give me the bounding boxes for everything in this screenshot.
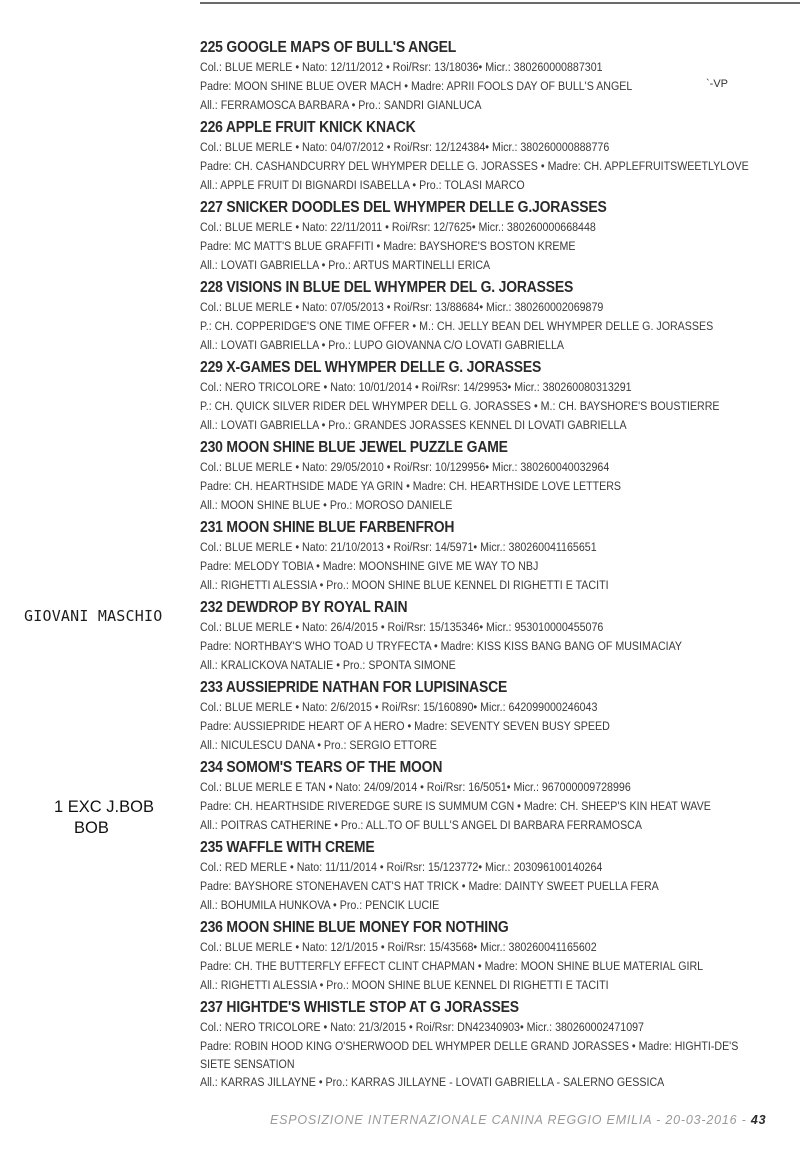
entry-color-line: Col.: BLUE MERLE • Nato: 07/05/2013 • Roi/Rsr: 13/88684• Micr.: 380260002069879 <box>200 300 604 314</box>
entry-title: 236 MOON SHINE BLUE MONEY FOR NOTHING <box>200 919 509 936</box>
entry-color-line: Col.: BLUE MERLE • Nato: 26/4/2015 • Roi/Rsr: 15/135346• Micr.: 953010000455076 <box>200 620 604 634</box>
entry-parents-line: P.: CH. COPPERIDGE'S ONE TIME OFFER • M.: CH. JELLY BEAN DEL WHYMPER DELLE G. JORASSES <box>200 319 714 333</box>
entry-parents-line: Padre: CH. HEARTHSIDE RIVEREDGE SURE IS SUMMUM CGN • Madre: CH. SHEEP'S KIN HEAT WAVE <box>200 799 711 813</box>
entry-color-line: Col.: BLUE MERLE • Nato: 04/07/2012 • Roi/Rsr: 12/124384• Micr.: 380260000888776 <box>200 140 610 154</box>
entry-title: 237 HIGHTDE'S WHISTLE STOP AT G JORASSES <box>200 999 519 1016</box>
entry-title: 229 X-GAMES DEL WHYMPER DELLE G. JORASSES <box>200 359 542 376</box>
margin-mark: `-VP <box>706 78 728 90</box>
entry-color-line: Col.: BLUE MERLE • Nato: 29/05/2010 • Roi/Rsr: 10/129956• Micr.: 380260040032964 <box>200 460 610 474</box>
page-number: 43 <box>750 1113 767 1127</box>
entry <box>200 438 790 515</box>
entry <box>200 518 790 595</box>
entry-parents-line: Padre: CH. HEARTHSIDE MADE YA GRIN • Madre: CH. HEARTHSIDE LOVE LETTERS <box>200 479 621 493</box>
entry-parents-line: Padre: NORTHBAY'S WHO TOAD U TRYFECTA • Madre: KISS KISS BANG BANG OF MUSIMACIAY <box>200 639 683 653</box>
entry <box>200 758 790 835</box>
entry-parents-line: Padre: CH. CASHANDCURRY DEL WHYMPER DELLE G. JORASSES • Madre: CH. APPLEFRUITSWEETLYLOVE <box>200 159 749 173</box>
award-line-2: BOB <box>74 819 109 837</box>
entry-breeder-line: All.: APPLE FRUIT DI BIGNARDI ISABELLA • Pro.: TOLASI MARCO <box>200 178 525 192</box>
entry-title: 230 MOON SHINE BLUE JEWEL PUZZLE GAME <box>200 439 508 456</box>
award-note <box>54 797 154 839</box>
footer-text: ESPOSIZIONE INTERNAZIONALE CANINA REGGIO EMILIA - 20-03-2016 - <box>270 1113 751 1127</box>
entry-breeder-line: All.: KRALICKOVA NATALIE • Pro.: SPONTA SIMONE <box>200 658 456 672</box>
entry-parents-line: P.: CH. QUICK SILVER RIDER DEL WHYMPER DELL G. JORASSES • M.: CH. BAYSHORE'S BOUSTIERRE <box>200 399 720 413</box>
entry <box>200 918 790 995</box>
entry-title: 227 SNICKER DOODLES DEL WHYMPER DELLE G.JORASSES <box>200 199 607 216</box>
class-label: GIOVANI MASCHIO <box>24 607 163 625</box>
entry <box>200 998 790 1092</box>
entry <box>200 38 790 115</box>
entry-parents-line: Padre: MC MATT'S BLUE GRAFFITI • Madre: BAYSHORE'S BOSTON KREME <box>200 239 576 253</box>
entry-color-line: Col.: RED MERLE • Nato: 11/11/2014 • Roi/Rsr: 15/123772• Micr.: 203096100140264 <box>200 860 603 874</box>
entry-title: 235 WAFFLE WITH CREME <box>200 839 375 856</box>
entry <box>200 118 790 195</box>
entry-breeder-line: All.: KARRAS JILLAYNE • Pro.: KARRAS JILLAYNE - LOVATI GABRIELLA - SALERNO GESSICA <box>200 1075 665 1089</box>
entry-title: 231 MOON SHINE BLUE FARBENFROH <box>200 519 455 536</box>
entry-breeder-line: All.: RIGHETTI ALESSIA • Pro.: MOON SHINE BLUE KENNEL DI RIGHETTI E TACITI <box>200 978 609 992</box>
entry-breeder-line: All.: NICULESCU DANA • Pro.: SERGIO ETTORE <box>200 738 437 752</box>
entry-color-line: Col.: BLUE MERLE • Nato: 12/11/2012 • Roi/Rsr: 13/18036• Micr.: 380260000887301 <box>200 60 603 74</box>
award-line-1: 1 EXC J.BOB <box>54 798 154 816</box>
entry-breeder-line: All.: RIGHETTI ALESSIA • Pro.: MOON SHINE BLUE KENNEL DI RIGHETTI E TACITI <box>200 578 609 592</box>
entry-color-line: Col.: BLUE MERLE E TAN • Nato: 24/09/2014 • Roi/Rsr: 16/5051• Micr.: 967000009728996 <box>200 780 631 794</box>
entry-parents-line: Padre: MOON SHINE BLUE OVER MACH • Madre: APRII FOOLS DAY OF BULL'S ANGEL <box>200 79 633 93</box>
entry-breeder-line: All.: LOVATI GABRIELLA • Pro.: LUPO GIOVANNA C/O LOVATI GABRIELLA <box>200 338 564 352</box>
entry <box>200 278 790 355</box>
top-rule <box>200 2 800 4</box>
entry-title: 233 AUSSIEPRIDE NATHAN FOR LUPISINASCE <box>200 679 508 696</box>
entry-parents-line: Padre: BAYSHORE STONEHAVEN CAT'S HAT TRICK • Madre: DAINTY SWEET PUELLA FERA <box>200 879 659 893</box>
entry-parents-line: Padre: ROBIN HOOD KING O'SHERWOOD DEL WHYMPER DELLE GRAND JORASSES • Madre: HIGHTI-DE'S SIETE SENSATION <box>200 1039 739 1071</box>
entry-color-line: Col.: BLUE MERLE • Nato: 2/6/2015 • Roi/Rsr: 15/160890• Micr.: 642099000246043 <box>200 700 598 714</box>
entry-parents-line: Padre: AUSSIEPRIDE HEART OF A HERO • Madre: SEVENTY SEVEN BUSY SPEED <box>200 719 610 733</box>
entry <box>200 598 790 675</box>
entry-color-line: Col.: BLUE MERLE • Nato: 12/1/2015 • Roi/Rsr: 15/43568• Micr.: 380260041165602 <box>200 940 597 954</box>
entry-title: 226 APPLE FRUIT KNICK KNACK <box>200 119 416 136</box>
page-footer <box>270 1113 766 1127</box>
entry-breeder-line: All.: FERRAMOSCA BARBARA • Pro.: SANDRI GIANLUCA <box>200 98 482 112</box>
entry-title: 232 DEWDROP BY ROYAL RAIN <box>200 599 408 616</box>
entry-breeder-line: All.: POITRAS CATHERINE • Pro.: ALL.TO OF BULL'S ANGEL DI BARBARA FERRAMOSCA <box>200 818 642 832</box>
entry-title: 228 VISIONS IN BLUE DEL WHYMPER DEL G. JORASSES <box>200 279 574 296</box>
entry-parents-line: Padre: CH. THE BUTTERFLY EFFECT CLINT CHAPMAN • Madre: MOON SHINE BLUE MATERIAL GIRL <box>200 959 704 973</box>
entry-breeder-line: All.: LOVATI GABRIELLA • Pro.: ARTUS MARTINELLI ERICA <box>200 258 491 272</box>
entry-color-line: Col.: BLUE MERLE • Nato: 22/11/2011 • Roi/Rsr: 12/7625• Micr.: 380260000668448 <box>200 220 596 234</box>
entry <box>200 838 790 915</box>
entry <box>200 358 790 435</box>
entry-breeder-line: All.: LOVATI GABRIELLA • Pro.: GRANDES JORASSES KENNEL DI LOVATI GABRIELLA <box>200 418 627 432</box>
entry <box>200 678 790 755</box>
entry-title: 225 GOOGLE MAPS OF BULL'S ANGEL <box>200 39 457 56</box>
entry-color-line: Col.: NERO TRICOLORE • Nato: 10/01/2014 • Roi/Rsr: 14/29953• Micr.: 380260080313291 <box>200 380 632 394</box>
entry <box>200 198 790 275</box>
entry-color-line: Col.: NERO TRICOLORE • Nato: 21/3/2015 • Roi/Rsr: DN42340903• Micr.: 380260002471097 <box>200 1020 644 1034</box>
entry-title: 234 SOMOM'S TEARS OF THE MOON <box>200 759 443 776</box>
entry-breeder-line: All.: MOON SHINE BLUE • Pro.: MOROSO DANIELE <box>200 498 453 512</box>
entry-breeder-line: All.: BOHUMILA HUNKOVA • Pro.: PENCIK LUCIE <box>200 898 440 912</box>
entries-list <box>200 38 790 1095</box>
entry-parents-line: Padre: MELODY TOBIA • Madre: MOONSHINE GIVE ME WAY TO NBJ <box>200 559 539 573</box>
entry-color-line: Col.: BLUE MERLE • Nato: 21/10/2013 • Roi/Rsr: 14/5971• Micr.: 380260041165651 <box>200 540 597 554</box>
